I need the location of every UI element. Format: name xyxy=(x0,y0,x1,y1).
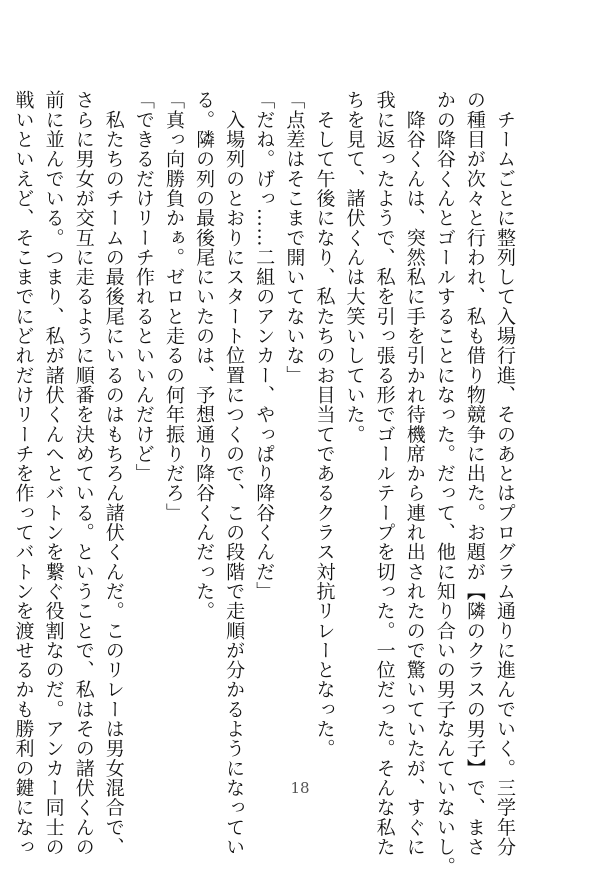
text-line: ちを見て、諸伏くんは大笑いしていた。 xyxy=(343,90,366,444)
text-line: 前に並んでいる。つまり、私が諸伏くんへとバトンを繋ぐ役割なのだ。アンカー同士の xyxy=(42,90,65,857)
text-line: 私たちのチームの最後尾にいるのはもちろん諸伏くんだ。このリレーは男女混合で、 xyxy=(102,90,125,857)
text-line: 入場列のとおりにスタート位置につくので、この段階で走順が分かるようになってい xyxy=(223,90,246,857)
text-line: 我に返ったようで、私を引っ張る形でゴールテープを切った。一位だった。そんな私た xyxy=(373,90,396,857)
text-line: さらに男女が交互に走るように順番を決めている。ということで、私はその諸伏くんの xyxy=(72,90,95,857)
text-line: の種目が次々と行われ、私も借り物競争に出た。お題が【隣のクラスの男子】で、まさ xyxy=(463,90,486,857)
page-number: 18 xyxy=(290,779,310,797)
text-line: かの降谷くんとゴールすることになった。だって、他に知り合いの男子なんていないし。 xyxy=(433,90,456,876)
text-line: 「できるだけリーチ作れるといいんだけど」 xyxy=(132,90,155,483)
text-line: 「真っ向勝負かぁ。ゼロと走るの何年振りだろ」 xyxy=(162,90,185,523)
text-line: 降谷くんは、突然私に手を引かれ待機席から連れ出されたので驚いていたが、すぐに xyxy=(403,90,426,857)
text-line: 「だね。げっ……二組のアンカー、やっぱり降谷くんだ」 xyxy=(253,90,276,601)
text-line: チームごとに整列して入場行進、そのあとはプログラム通りに進んでいく。三学年分 xyxy=(494,90,516,857)
text-line: 戦いといえど、そこまでにどれだけリーチを作ってバトンを渡せるかも勝利の鍵になっ xyxy=(12,90,35,857)
text-line: る。隣の列の最後尾にいたのは、予想通り降谷くんだった。 xyxy=(193,90,216,621)
text-line: 「点差はそこまで開いてないな」 xyxy=(283,90,306,385)
text-line: そして午後になり、私たちのお目当てであるクラス対抗リレーとなった。 xyxy=(313,90,336,759)
